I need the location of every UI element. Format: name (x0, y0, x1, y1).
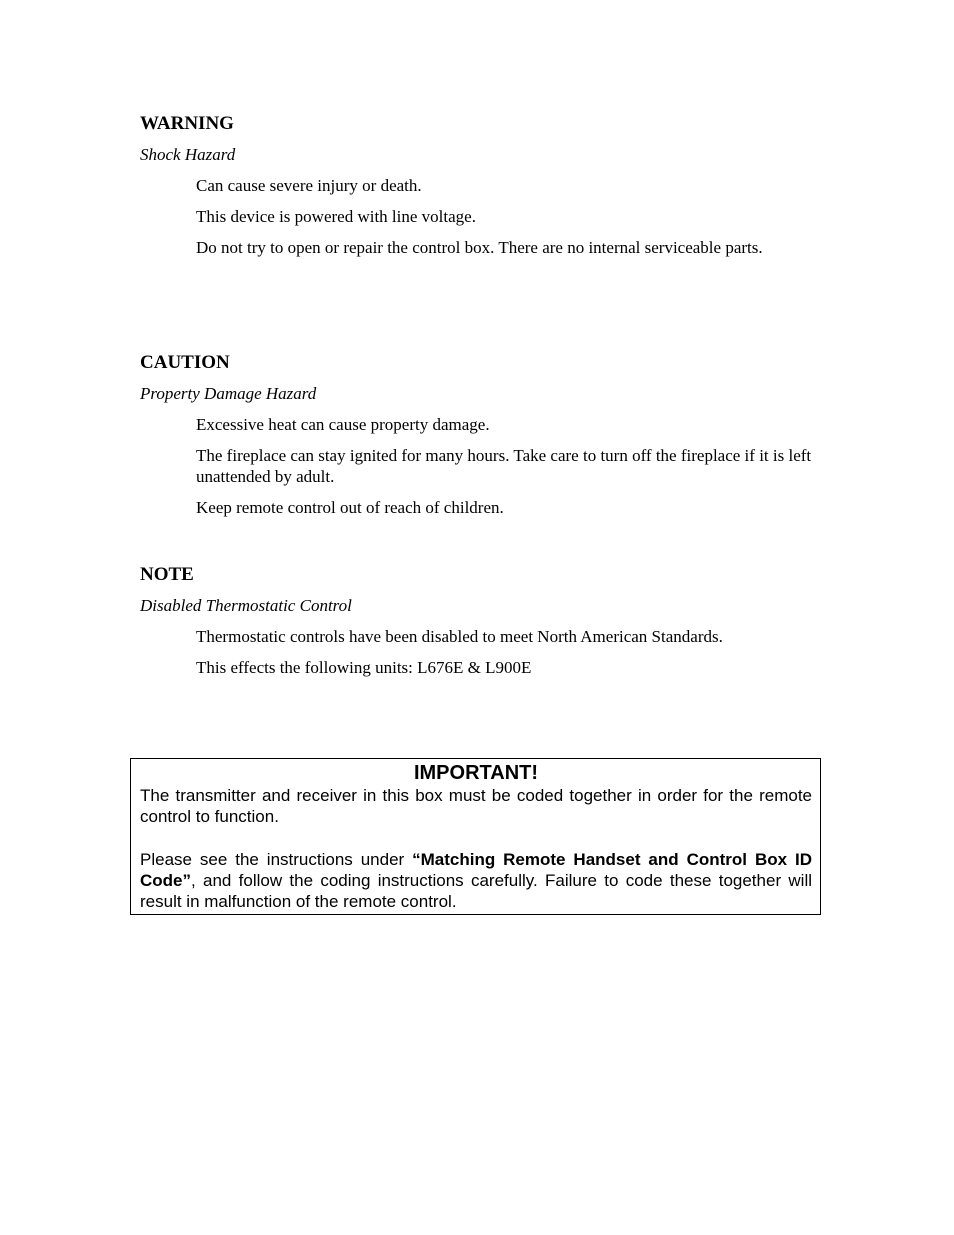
note-item: This effects the following units: L676E & L900E (196, 658, 532, 677)
instructions-section-reference: “Matching Remote Handset and Control Box ID Code” (140, 850, 812, 890)
warning-item: This device is powered with line voltage. (196, 207, 476, 226)
caution-heading: CAUTION (140, 352, 230, 373)
caution-item: Excessive heat can cause property damage. (196, 415, 490, 434)
caution-subheading: Property Damage Hazard (140, 384, 317, 403)
important-paragraph-instructions (140, 849, 812, 912)
warning-subheading: Shock Hazard (140, 145, 236, 164)
important-paragraph: The transmitter and receiver in this box must be coded together in order for the remote control to function. (140, 786, 812, 826)
important-title: IMPORTANT! (413, 762, 539, 784)
note-subheading: Disabled Thermostatic Control (140, 596, 352, 615)
warning-item: Can cause severe injury or death. (196, 176, 422, 195)
warning-section (140, 113, 820, 258)
note-section (140, 564, 820, 678)
instructions-suffix: , and follow the coding instructions carefully. Failure to code these together will result in malfunction of the remote control. (140, 871, 812, 911)
caution-item: Keep remote control out of reach of children. (196, 498, 504, 517)
warning-heading: WARNING (140, 113, 234, 134)
note-item: Thermostatic controls have been disabled to meet North American Standards. (196, 627, 723, 646)
important-notice-box (130, 758, 821, 915)
caution-section (140, 352, 820, 518)
warning-item: Do not try to open or repair the control box. There are no internal serviceable parts. (196, 238, 763, 257)
caution-item: The fireplace can stay ignited for many hours. Take care to turn off the fireplace if it is left unattended by adult. (196, 446, 812, 486)
instructions-prefix: Please see the instructions under (140, 850, 413, 869)
note-heading: NOTE (140, 564, 194, 585)
